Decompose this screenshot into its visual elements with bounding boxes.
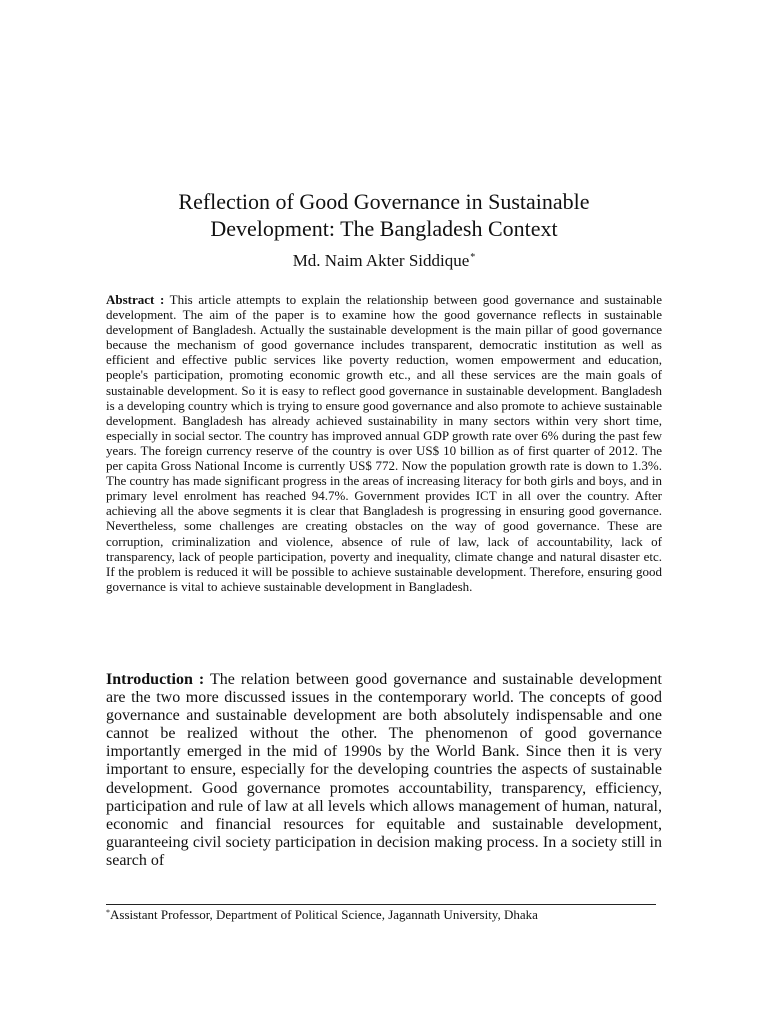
introduction-paragraph [106,671,662,870]
introduction-label: Introduction : [106,671,205,688]
author-footnote-marker: * [470,252,476,263]
paper-title [60,188,708,242]
abstract-label: Abstract : [106,292,165,307]
introduction-text: The relation between good governance and sustainable development are the two more discussed issues in the contemporary world. The concepts of good governance and sustainable development are both absolutely indispensable and one cannot be realized without the other. The phenomenon of good governance importantly emerged in the mid of 1990s by the World Bank. Since then it is very important to ensure, especially for the developing countries the aspects of sustainable development. Good governance promotes accountability, transparency, efficiency, participation and rule of law at all levels which allows management of human, natural, economic and financial resources for equitable and sustainable development, guaranteeing civil society participation in decision making process. In a society still in search of [106,671,662,869]
author-line [60,250,708,272]
footnote-divider [106,904,656,905]
footnote-text: Assistant Professor, Department of Political Science, Jagannath University, Dhaka [110,907,538,922]
author-name: Md. Naim Akter Siddique [292,251,470,270]
footnote-marker: * [106,908,110,917]
footnote [106,907,666,923]
abstract-paragraph [106,292,662,594]
abstract-text: This article attempts to explain the relationship between good governance and sustainable development. The aim of the paper is to examine how the good governance reflects in sustainable development of Bangladesh. Actually the sustainable development is the main pillar of good governance because the mechanism of good governance includes transparent, democratic institution as well as efficient and effective public services like poverty reduction, women empowerment and education, people's participation, promoting economic growth etc., and all these services are the main goals of sustainable development. So it is easy to reflect good governance in sustainable development. Bangladesh is a developing country which is trying to ensure good governance and also promote to achieve sustainable development. Bangladesh has already achieved sustainability in many sectors within very short time, especially in social sector. The country has improved annual GDP growth rate over 6% during the past few years. The foreign currency reserve of the country is over US$ 10 billion as of first quarter of 2012. The per capita Gross National Income is currently US$ 772. Now the population growth rate is down to 1.3%. The country has made significant progress in the areas of increasing literacy for both girls and boys, and in primary level enrolment has reached 94.7%. Government provides ICT in all over the country. After achieving all the above segments it is clear that Bangladesh is progressing in ensuring good governance. Nevertheless, some challenges are creating obstacles on the way of good governance. These are corruption, criminalization and violence, absence of rule of law, lack of accountability, lack of transparency, lack of people participation, poverty and inequality, climate change and natural disaster etc. If the problem is reduced it will be possible to achieve sustainable development. Therefore, ensuring good governance is vital to achieve sustainable development in Bangladesh. [106,292,662,594]
title-line-2: Development: The Bangladesh Context [210,216,558,241]
title-line-1: Reflection of Good Governance in Sustainable [178,189,590,214]
